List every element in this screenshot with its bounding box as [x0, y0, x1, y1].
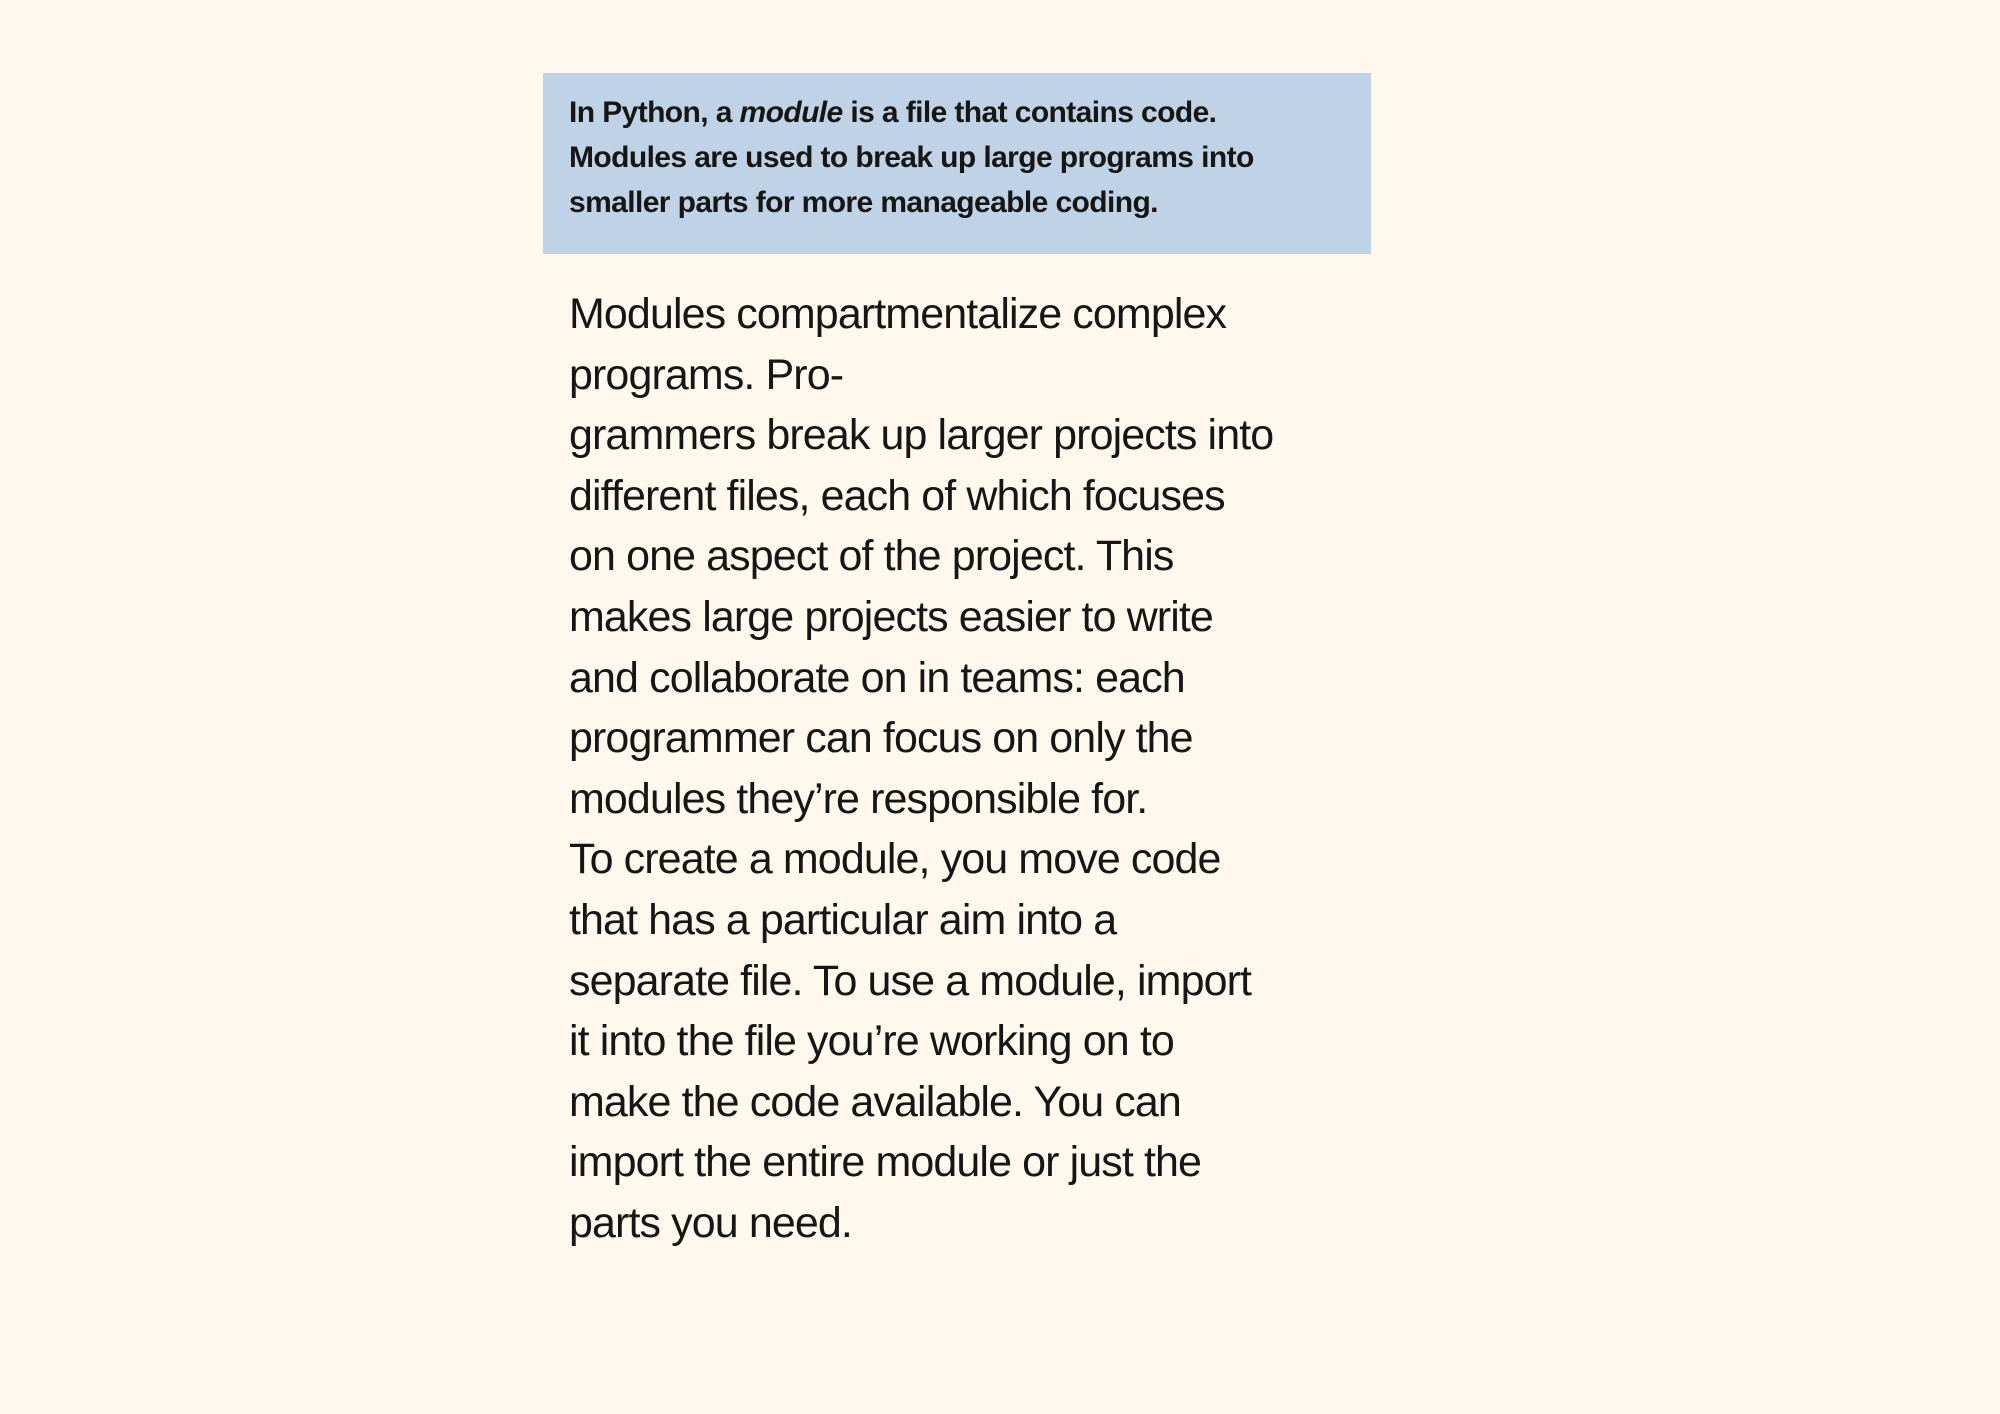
body-line: Modules compartmentalize complex [569, 290, 1227, 338]
body-line: parts you need. [569, 1198, 852, 1247]
body-line: makes large projects easier to write [569, 592, 1213, 641]
body-line: separate file. To use a module, import [569, 956, 1252, 1005]
callout-line-1-end: is a file that contains code. [842, 96, 1217, 129]
callout-line: Modules are used to break up large programs into [569, 141, 1254, 174]
callout-term-module: module [739, 96, 843, 129]
body-line: import the entire module or just the [569, 1138, 1202, 1187]
body-line: grammers break up larger projects into [569, 411, 1274, 460]
body-line: on one aspect of the project. This [569, 532, 1174, 581]
body-line: make the code available. You can [569, 1077, 1181, 1126]
callout-line: smaller parts for more manageable coding. [569, 186, 1158, 219]
body-line: it into the file you’re working on to [569, 1017, 1174, 1066]
body-line: different files, each of which focuses [569, 471, 1225, 520]
body-line: and collaborate on in teams: each [569, 653, 1185, 702]
callout-line-1-start: In Python, a [569, 96, 740, 129]
definition-callout [543, 73, 1371, 254]
body-paragraphs [569, 284, 1369, 1254]
callout-line [569, 90, 1345, 135]
body-line: programs. Pro- [569, 350, 844, 399]
body-line: programmer can focus on only the [569, 714, 1193, 763]
body-line: To create a module, you move code [569, 835, 1221, 884]
body-line: modules they’re responsible for. [569, 774, 1148, 823]
body-line: that has a particular aim into a [569, 895, 1117, 944]
